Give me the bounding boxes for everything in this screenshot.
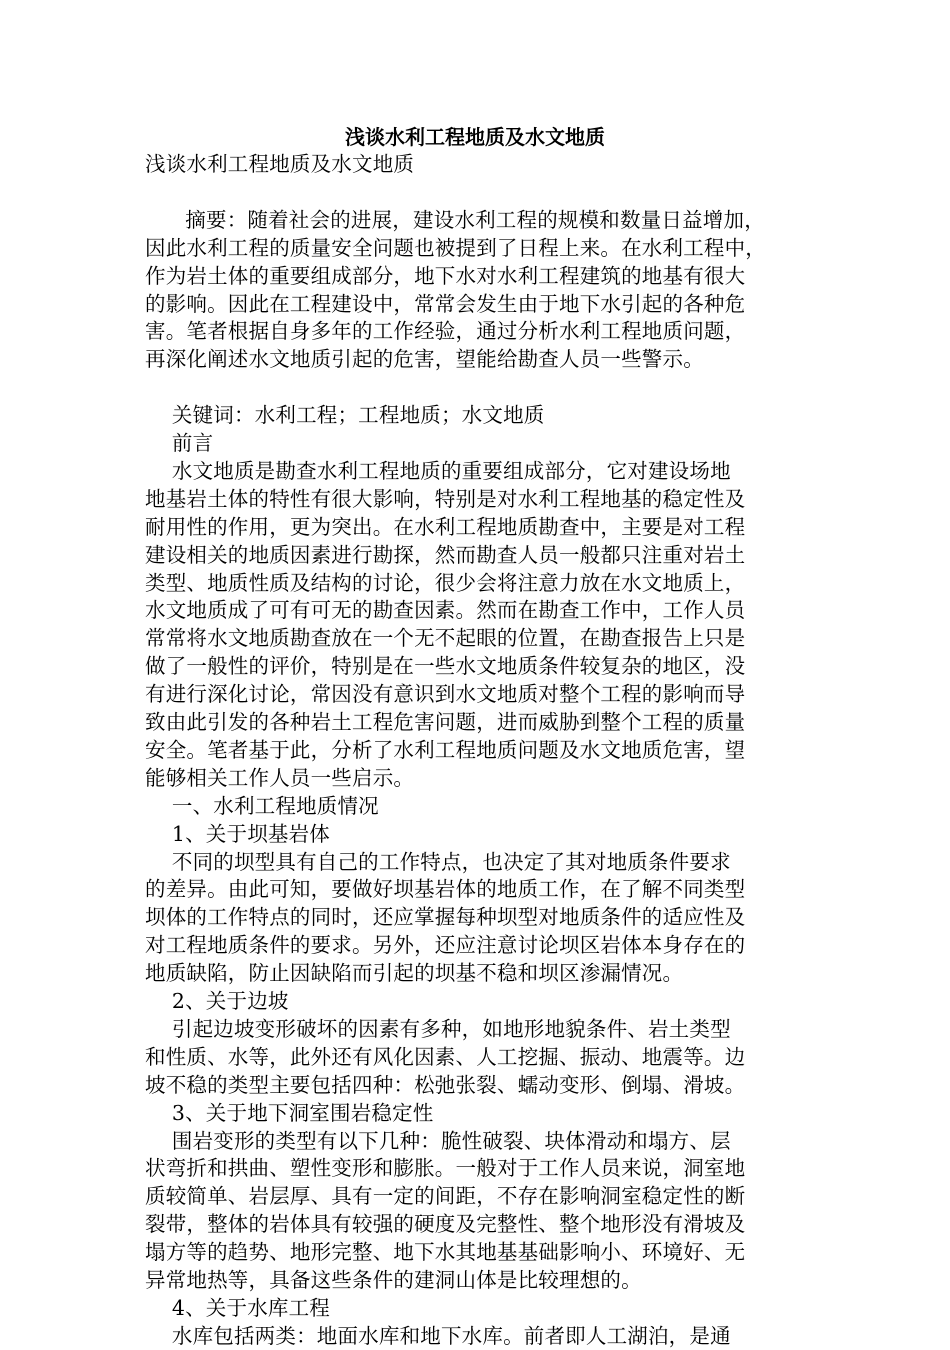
body-line: 常常将水文地质勘查放在一个无不起眼的位置，在勘查报告上只是	[145, 626, 746, 651]
body-line: 质较简单、岩层厚、具有一定的间距，不存在影响洞室稳定性的断	[145, 1184, 746, 1209]
body-line: 作为岩土体的重要组成部分，地下水对水利工程建筑的地基有很大	[145, 263, 746, 288]
body-line: 塌方等的趋势、地形完整、地下水其地基基础影响小、环境好、无	[145, 1240, 746, 1265]
body-line: 建设相关的地质因素进行勘探，然而勘查人员一般都只注重对岩土	[145, 542, 746, 567]
body-line: 地质缺陷，防止因缺陷而引起的坝基不稳和坝区渗漏情况。	[145, 961, 684, 986]
body-line: 能够相关工作人员一些启示。	[145, 765, 415, 790]
body-line: 类型、地质性质及结构的讨论，很少会将注意力放在水文地质上，	[145, 570, 746, 595]
body-line: 1、关于坝基岩体	[145, 821, 331, 846]
body-line	[145, 373, 805, 401]
body-line: 状弯折和拱曲、塑性变形和膨胀。一般对于工作人员来说，洞室地	[145, 1156, 746, 1181]
body-line: 前言	[145, 431, 214, 455]
body-line: 4、关于水库工程	[145, 1295, 331, 1320]
body-line: 的差异。由此可知，要做好坝基岩体的地质工作，在了解不同类型	[145, 877, 746, 902]
body-line: 和性质、水等，此外还有风化因素、人工挖掘、振动、地震等。边	[145, 1044, 746, 1069]
body-line: 水文地质成了可有可无的勘查因素。然而在勘查工作中，工作人员	[145, 598, 746, 623]
body-line: 对工程地质条件的要求。另外，还应注意讨论坝区岩体本身存在的	[145, 933, 746, 958]
body-line: 2、关于边坡	[145, 989, 289, 1013]
body-line: 水库包括两类：地面水库和地下水库。前者即人工湖泊，是通	[145, 1323, 731, 1348]
body-line: 耐用性的作用，更为突出。在水利工程地质勘查中，主要是对工程	[145, 514, 746, 539]
body-line: 安全。笔者基于此，分析了水利工程地质问题及水文地质危害，望	[145, 737, 746, 762]
body-line: 坝体的工作特点的同时，还应掌握每种坝型对地质条件的适应性及	[145, 905, 746, 930]
body-line: 裂带，整体的岩体具有较强的硬度及完整性、整个地形没有滑坡及	[145, 1212, 746, 1237]
document-title: 浅谈水利工程地质及水文地质	[345, 125, 605, 149]
body-line: 坡不稳的类型主要包括四种：松弛张裂、蠕动变形、倒塌、滑坡。	[145, 1072, 746, 1097]
body-line: 的影响。因此在工程建设中，常常会发生由于地下水引起的各种危	[145, 291, 746, 316]
body-line	[145, 178, 805, 206]
body-line: 围岩变形的类型有以下几种：脆性破裂、块体滑动和塌方、层	[145, 1128, 731, 1153]
body-line: 关键词：水利工程；工程地质；水文地质	[145, 403, 545, 428]
body-line: 不同的坝型具有自己的工作特点，也决定了其对地质条件要求	[145, 849, 731, 874]
body-line: 浅谈水利工程地质及水文地质	[145, 152, 415, 176]
body-line: 一、水利工程地质情况	[145, 793, 379, 818]
body-line: 水文地质是勘查水利工程地质的重要组成部分，它对建设场地	[145, 458, 731, 483]
body-line: 做了一般性的评价，特别是在一些水文地质条件较复杂的地区，没	[145, 654, 746, 679]
body-line: 摘要：随着社会的进展，建设水利工程的规模和数量日益增加，	[145, 207, 765, 232]
body-line: 异常地热等，具备这些条件的建洞山体是比较理想的。	[145, 1268, 642, 1292]
body-line: 有进行深化讨论，常因没有意识到水文地质对整个工程的影响而导	[145, 682, 746, 707]
body-line: 再深化阐述水文地质引起的危害，望能给勘查人员一些警示。	[145, 347, 704, 372]
body-line: 因此水利工程的质量安全问题也被提到了日程上来。在水利工程中，	[145, 235, 766, 260]
body-line: 害。笔者根据自身多年的工作经验，通过分析水利工程地质问题，	[145, 319, 746, 344]
body-line: 引起边坡变形破坏的因素有多种，如地形地貌条件、岩土类型	[145, 1016, 731, 1041]
body-line: 地基岩土体的特性有很大影响，特别是对水利工程地基的稳定性及	[145, 486, 746, 511]
body-line: 致由此引发的各种岩土工程危害问题，进而威胁到整个工程的质量	[145, 710, 746, 734]
body-line: 3、关于地下洞室围岩稳定性	[145, 1100, 434, 1125]
